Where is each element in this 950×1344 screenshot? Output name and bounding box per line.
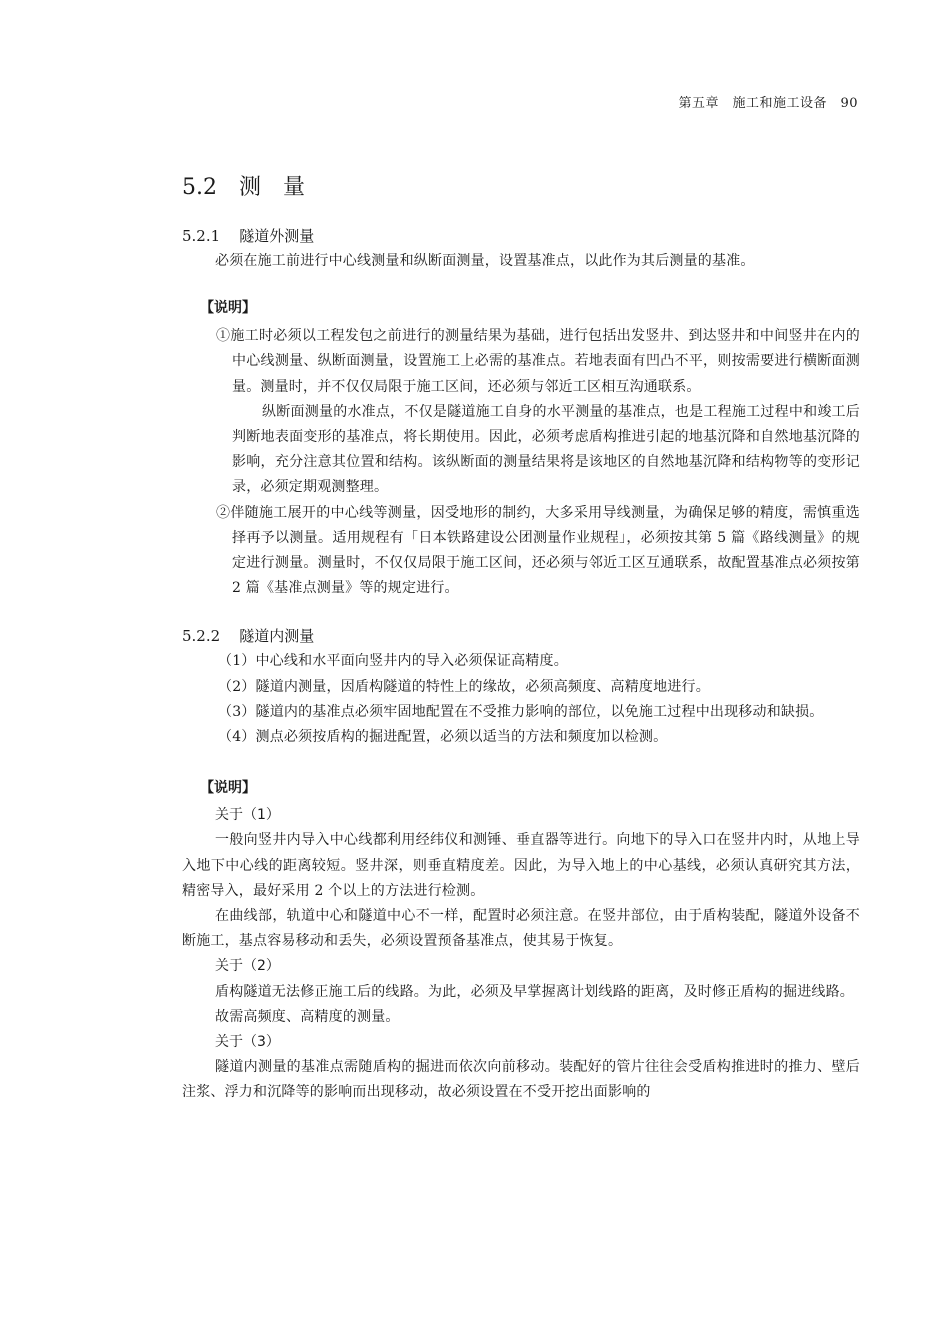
list-item-continuation: 纵断面测量的水准点，不仅是隧道施工自身的水平测量的基准点，也是工程施工过程中和竣工后判断地表面变形的基准点，将长期使用。因此，必须考虑盾构推进引起的地基沉降和自然地基沉降的影响，充分注意其位置和结构。该纵断面的测量结果将是该地区的自然地基沉降和结构物等的变形记录，必须定期观测整理。: [232, 403, 860, 496]
list-item: （2）隧道内测量，因盾构隧道的特性上的缘故，必须高频度、高精度地进行。: [218, 678, 710, 695]
paragraph: 隧道内测量的基准点需随盾构的掘进而依次向前移动。装配好的管片往往会受盾构推进时的推力、壁后注浆、浮力和沉降等的影响而出现移动，故必须设置在不受开挖出面影响的: [182, 1059, 860, 1101]
subsection-title-5-2-2: [182, 623, 860, 649]
about-label: 关于（3）: [215, 1034, 280, 1051]
list-item: ②伴随施工展开的中心线等测量，因受地形的制约，大多采用导线测量，为确保足够的精度，需慎重选择再予以测量。适用规程有「日本铁路建设公团测量作业规程」，必须按其第 5 篇《路线测量》的规定进行测量。测量时，不仅仅局限于施工区间，还必须与邻近工区互通联系，故配置基准点必须按第 2 篇《基准点测量》等的规定进行。: [216, 504, 860, 597]
subsection-heading: 隧道外测量: [239, 227, 315, 245]
page-content: [182, 172, 860, 1106]
subsection-title-5-2-1: [182, 223, 860, 249]
list-item: （1）中心线和水平面向竖井内的导入必须保证高精度。: [218, 653, 568, 670]
list-item: ①施工时必须以工程发包之前进行的测量结果为基础，进行包括出发竖井、到达竖井和中间竖井在内的中心线测量、纵断面测量，设置施工上必需的基准点。若地表面有凹凸不平，则按需要进行横断面测量。测量时，并不仅仅局限于施工区间，还必须与邻近工区相互沟通联系。: [216, 328, 860, 395]
paragraph: 盾构隧道无法修正施工后的线路。为此，必须及早掌握离计划线路的距离，及时修正盾构的掘进线路。: [215, 983, 854, 1000]
about-label: 关于（2）: [215, 958, 280, 975]
paragraph: 故需高频度、高精度的测量。: [215, 1008, 400, 1025]
subsection-number: 5.2.1: [182, 227, 221, 245]
list-item: （4）测点必须按盾构的掘进配置，必须以适当的方法和频度加以检测。: [218, 729, 668, 746]
paragraph: 一般向竖井内导入中心线都利用经纬仪和测锤、垂直器等进行。向地下的导入口在竖井内时，从地上导入地下中心线的距离较短。竖井深，则垂直精度差。因此，为导入地上的中心基线，必须认真研究其方法，精密导入，最好采用 2 个以上的方法进行检测。: [182, 832, 860, 899]
note-label: 【说明】: [200, 300, 256, 317]
paragraph: 在曲线部，轨道中心和隧道中心不一样，配置时必须注意。在竖井部位，由于盾构装配，隧道外设备不断施工，基点容易移动和丢失，必须设置预备基准点，使其易于恢复。: [182, 908, 860, 950]
subsection-heading: 隧道内测量: [239, 627, 315, 646]
section-title: 5.2 测 量: [182, 175, 305, 200]
list-item: （3）隧道内的基准点必须牢固地配置在不受推力影响的部位，以免施工过程中出现移动和缺损。: [218, 703, 824, 720]
about-label: 关于（1）: [215, 807, 280, 824]
paragraph: 必须在施工前进行中心线测量和纵断面测量，设置基准点，以此作为其后测量的基准。: [215, 253, 755, 269]
note-label: 【说明】: [200, 780, 256, 797]
subsection-number: 5.2.2: [182, 627, 221, 646]
running-header: 第五章 施工和施工设备 90: [678, 96, 858, 111]
